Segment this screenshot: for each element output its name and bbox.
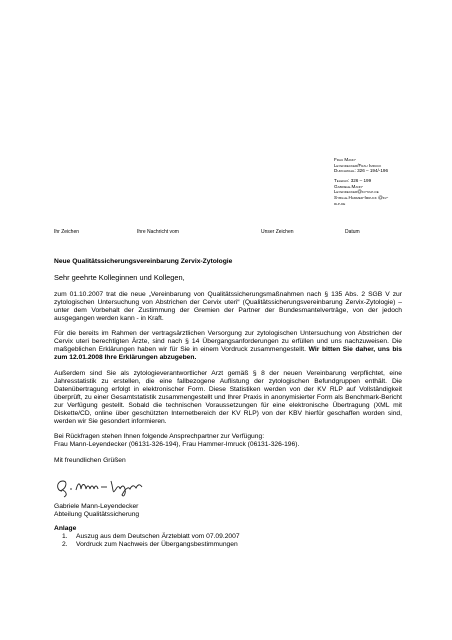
contact-line: Durchwahl: 326 – 194/-196 <box>334 168 388 174</box>
contact-block <box>334 157 446 206</box>
list-item <box>54 541 402 549</box>
contact-line: Leyendecker@kv-rlp.de <box>334 189 379 195</box>
paragraph-2-deadline: Wir bitten Sie daher, uns bis zum 12.01.2008 Ihre Erklärungen abzugeben. <box>54 346 402 362</box>
list-item-text: Vordruck zum Nachweis der Übergangsbestimmungen <box>76 540 238 548</box>
ref-datum: Datum <box>345 229 360 235</box>
ref-unser-zeichen: Unser Zeichen <box>261 229 294 235</box>
contact-line: rlp.de <box>334 200 346 206</box>
signer-name: Gabriele Mann-Leyendecker <box>54 503 139 511</box>
ref-ihre-nachricht: Ihre Nachricht vom <box>137 229 179 235</box>
contact-line: Leyendecker/Frau Imruck <box>334 162 382 168</box>
salutation: Sehr geehrte Kolleginnen und Kollegen, <box>54 272 185 282</box>
list-item <box>54 533 402 541</box>
contact-line: Gabriele.Mann- <box>334 183 364 189</box>
contact-line: Sybille.Hammer-Imruck @kv- <box>334 194 389 200</box>
contact-intro: Bei Rückfragen stehen Ihnen folgende Ansprechpartner zur Verfügung: <box>54 433 265 441</box>
contact-persons: Frau Mann-Leyendecker (06131-326-194), Frau Hammer-Imruck (06131-326-196). <box>54 441 300 449</box>
letter-subject: Neue Qualitätssicherungsvereinbarung Zervix-Zytologie <box>54 258 233 265</box>
letter-body <box>54 258 402 549</box>
attachments-title: Anlage <box>54 524 77 532</box>
ref-ihr-zeichen: Ihr Zeichen <box>54 229 80 235</box>
paragraph-4 <box>54 433 402 449</box>
closing: Mit freundlichen Grüßen <box>54 457 126 465</box>
list-item-text: Auszug aus dem Deutschen Ärzteblatt vom 07.09.2007 <box>76 532 240 540</box>
attachments-list <box>54 533 402 549</box>
signature-icon <box>54 473 174 499</box>
paragraph-3: Außerdem sind Sie als zytologieverantwortlicher Arzt gemäß § 8 der neuen Vereinbarung verpflichtet, eine Jahresstatistik zu erstellen, die eine fallbezogene Auflistung der zytologischen Befundgruppen enthält. Die Datenübertragung erfolgt in elektronischer Form. Diese Statistiken werden von der KV RLP auf Vollständigkeit überprüft, zu einer Gesamtstatistik zusammengestellt und Ihrer Praxis in anonymisierter Form als Benchmark-Bericht zur Verfügung gestellt. Sobald die technischen Voraussetzungen für eine elektronische Übertragung (XML mit Diskette/CD, online über geschützten Internetbereich der KV RLP) von der KBV hierfür geschaffen worden sind, werden wir Sie gesondert informieren. <box>54 370 402 425</box>
signer-department: Abteilung Qualitätssicherung <box>54 511 140 519</box>
list-item-number: 1. <box>62 532 68 540</box>
paragraph-2 <box>54 330 402 362</box>
contact-line: Frau Mann- <box>334 157 357 162</box>
contact-line: Telefax: 326 – 199 <box>334 178 372 184</box>
reference-line <box>54 229 434 237</box>
handwritten-signature <box>54 473 174 499</box>
paragraph-1: zum 01.10.2007 trat die neue „Vereinbarung von Qualitätssicherungsmaßnahmen nach § 135 Abs. 2 SGB V zur zytologischen Untersuchung von Abstrichen der Cervix uteri“ (Qualitätssicherungsvereinbarung Zervix-Zytologie) – unter dem Vorbehalt der Zustimmung der Gremien der Partner der Bundesmantelverträge, von der jedoch ausgegangen werden kann - in Kraft. <box>54 290 402 322</box>
list-item-number: 2. <box>62 540 68 548</box>
paragraph-2-text: Für die bereits im Rahmen der vertragsärztlichen Versorgung zur zytologischen Untersuchung von Abstrichen der Cervix uteri berechtigten Ärzte, sind nach § 14 Übergangsanforderungen zu erfüllen und uns nachzuweisen. Die maßgeblichen Erklärungen haben wir für Sie in einem Vordruck zusammengestellt. <box>54 330 402 354</box>
